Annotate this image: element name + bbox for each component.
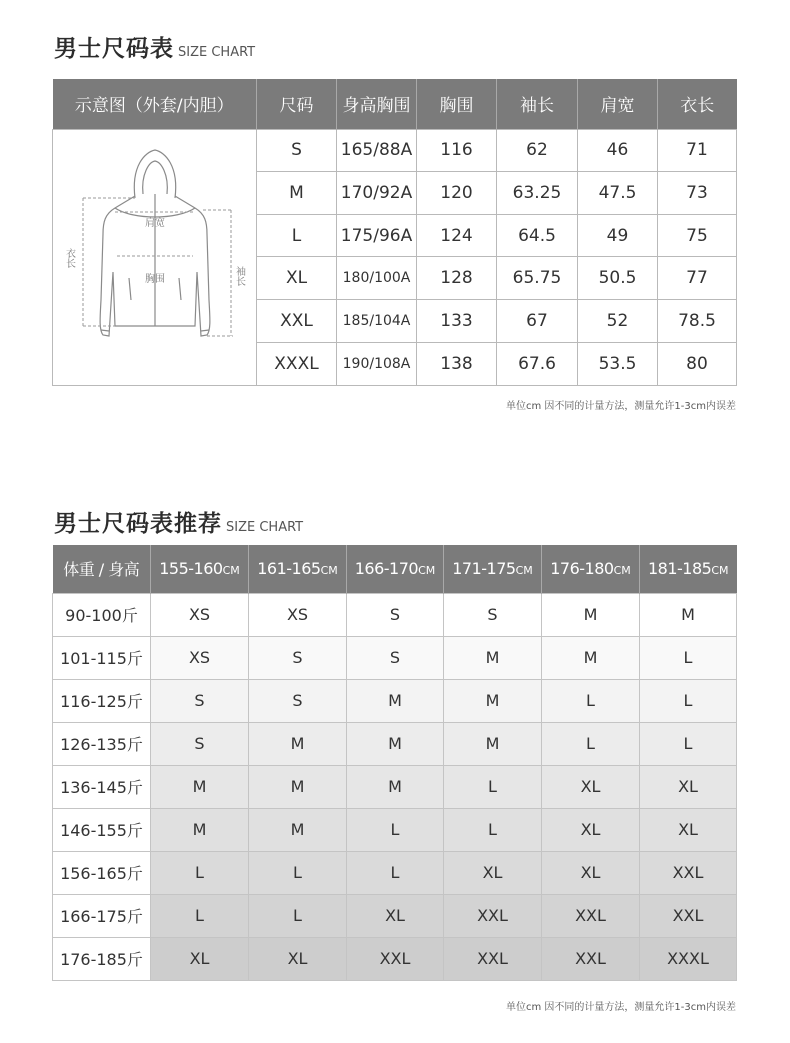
height-unit: CM bbox=[515, 564, 533, 578]
cell-height-chest: 165/88A bbox=[337, 129, 417, 172]
height-unit: CM bbox=[222, 564, 240, 578]
size-cell: S bbox=[347, 636, 444, 679]
header-height-5 bbox=[640, 545, 737, 593]
cell-shoulder: 53.5 bbox=[578, 342, 658, 385]
size-cell: XL bbox=[542, 765, 640, 808]
cell-sleeve: 63.25 bbox=[497, 172, 578, 215]
header-height-4 bbox=[542, 545, 640, 593]
size-cell: L bbox=[249, 851, 347, 894]
cell-sleeve: 65.75 bbox=[497, 257, 578, 300]
weight-cell: 146-155斤 bbox=[53, 808, 151, 851]
cell-length: 78.5 bbox=[658, 300, 737, 343]
size-cell: L bbox=[640, 679, 737, 722]
size-cell: L bbox=[444, 765, 542, 808]
table-row bbox=[53, 679, 737, 722]
table-row bbox=[53, 765, 737, 808]
cell-length: 73 bbox=[658, 172, 737, 215]
size-chart-title-en: SIZE CHART bbox=[178, 45, 256, 60]
cell-height-chest: 180/100A bbox=[337, 257, 417, 300]
size-cell: L bbox=[640, 636, 737, 679]
table-row bbox=[53, 722, 737, 765]
size-cell: M bbox=[347, 765, 444, 808]
cell-shoulder: 50.5 bbox=[578, 257, 658, 300]
height-range: 171-175 bbox=[452, 559, 516, 579]
weight-cell: 176-185斤 bbox=[53, 937, 151, 980]
cell-length: 77 bbox=[658, 257, 737, 300]
size-cell: XL bbox=[347, 894, 444, 937]
size-cell: M bbox=[347, 722, 444, 765]
table-row bbox=[53, 636, 737, 679]
table-row bbox=[53, 937, 737, 980]
cell-chest: 124 bbox=[417, 214, 497, 257]
cell-sleeve: 67.6 bbox=[497, 342, 578, 385]
header-sleeve: 袖长 bbox=[497, 79, 578, 129]
size-cell: XL bbox=[542, 851, 640, 894]
size-cell: S bbox=[347, 593, 444, 636]
height-range: 166-170 bbox=[354, 559, 419, 579]
cell-chest: 120 bbox=[417, 172, 497, 215]
size-cell: XL bbox=[249, 937, 347, 980]
size-cell: XL bbox=[151, 937, 249, 980]
weight-cell: 136-145斤 bbox=[53, 765, 151, 808]
cell-length: 80 bbox=[658, 342, 737, 385]
weight-cell: 116-125斤 bbox=[53, 679, 151, 722]
size-cell: XXL bbox=[640, 894, 737, 937]
size-cell: L bbox=[151, 894, 249, 937]
cell-size: M bbox=[257, 172, 337, 215]
cell-shoulder: 46 bbox=[578, 129, 658, 172]
size-chart-table bbox=[52, 79, 737, 386]
size-cell: M bbox=[444, 722, 542, 765]
size-cell: XXL bbox=[542, 937, 640, 980]
header-shoulder: 肩宽 bbox=[578, 79, 658, 129]
table-row bbox=[53, 129, 737, 172]
diagram-label-length: 衣长 bbox=[63, 247, 75, 268]
size-cell: XL bbox=[640, 808, 737, 851]
size-chart-note: 单位cm 因不同的计量方法，测量允许1-3cm内误差 bbox=[506, 401, 736, 412]
recommendation-title-en: SIZE CHART bbox=[226, 520, 304, 535]
size-chart-header-row bbox=[53, 79, 737, 129]
size-cell: XXL bbox=[640, 851, 737, 894]
jacket-diagram bbox=[53, 130, 257, 380]
table-row bbox=[53, 894, 737, 937]
height-unit: CM bbox=[613, 564, 631, 578]
header-length: 衣长 bbox=[658, 79, 737, 129]
cell-height-chest: 175/96A bbox=[337, 214, 417, 257]
table-row bbox=[53, 851, 737, 894]
size-cell: XL bbox=[444, 851, 542, 894]
size-cell: L bbox=[347, 851, 444, 894]
height-unit: CM bbox=[418, 564, 436, 578]
cell-chest: 138 bbox=[417, 342, 497, 385]
cell-height-chest: 190/108A bbox=[337, 342, 417, 385]
diagram-label-sleeve: 袖长 bbox=[233, 265, 245, 286]
cell-length: 71 bbox=[658, 129, 737, 172]
recommendation-header-row bbox=[53, 545, 737, 593]
weight-cell: 156-165斤 bbox=[53, 851, 151, 894]
cell-height-chest: 185/104A bbox=[337, 300, 417, 343]
size-cell: M bbox=[151, 765, 249, 808]
weight-cell: 90-100斤 bbox=[53, 593, 151, 636]
size-cell: M bbox=[249, 722, 347, 765]
cell-height-chest: 170/92A bbox=[337, 172, 417, 215]
recommendation-title bbox=[54, 505, 303, 538]
size-chart-title-cn: 男士尺码表 bbox=[54, 36, 174, 62]
size-cell: M bbox=[151, 808, 249, 851]
size-cell: XS bbox=[151, 636, 249, 679]
size-cell: XXXL bbox=[640, 937, 737, 980]
height-unit: CM bbox=[711, 564, 729, 578]
size-cell: M bbox=[249, 808, 347, 851]
size-cell: L bbox=[249, 894, 347, 937]
size-cell: L bbox=[347, 808, 444, 851]
size-cell: XL bbox=[542, 808, 640, 851]
size-cell: M bbox=[444, 636, 542, 679]
header-height-3 bbox=[444, 545, 542, 593]
cell-sleeve: 64.5 bbox=[497, 214, 578, 257]
size-cell: XXL bbox=[444, 937, 542, 980]
cell-size: XL bbox=[257, 257, 337, 300]
height-range: 181-185 bbox=[647, 559, 712, 579]
height-range: 155-160 bbox=[159, 559, 223, 579]
table-row bbox=[53, 593, 737, 636]
size-cell: M bbox=[249, 765, 347, 808]
recommendation-note: 单位cm 因不同的计量方法，测量允许1-3cm内误差 bbox=[506, 1002, 736, 1013]
size-cell: S bbox=[444, 593, 542, 636]
cell-shoulder: 47.5 bbox=[578, 172, 658, 215]
header-height-chest: 身高胸围 bbox=[337, 79, 417, 129]
header-diagram: 示意图（外套/内胆） bbox=[53, 79, 257, 129]
recommendation-table bbox=[52, 545, 737, 981]
size-cell: XS bbox=[151, 593, 249, 636]
header-size: 尺码 bbox=[257, 79, 337, 129]
diagram-label-shoulder: 肩宽 bbox=[145, 217, 165, 229]
cell-length: 75 bbox=[658, 214, 737, 257]
size-cell: XXL bbox=[542, 894, 640, 937]
size-cell: L bbox=[542, 722, 640, 765]
weight-cell: 126-135斤 bbox=[53, 722, 151, 765]
size-cell: S bbox=[249, 636, 347, 679]
header-height-1 bbox=[249, 545, 347, 593]
size-cell: L bbox=[444, 808, 542, 851]
header-height-2 bbox=[347, 545, 444, 593]
size-cell: XL bbox=[640, 765, 737, 808]
recommendation-title-cn: 男士尺码表推荐 bbox=[54, 511, 222, 537]
cell-size: XXXL bbox=[257, 342, 337, 385]
size-cell: S bbox=[249, 679, 347, 722]
size-cell: L bbox=[640, 722, 737, 765]
weight-cell: 166-175斤 bbox=[53, 894, 151, 937]
cell-chest: 133 bbox=[417, 300, 497, 343]
cell-sleeve: 67 bbox=[497, 300, 578, 343]
header-height-0 bbox=[151, 545, 249, 593]
recommendation-body bbox=[53, 593, 737, 980]
size-chart-title bbox=[54, 30, 255, 63]
table-row bbox=[53, 808, 737, 851]
cell-shoulder: 49 bbox=[578, 214, 658, 257]
cell-sleeve: 62 bbox=[497, 129, 578, 172]
size-cell: L bbox=[542, 679, 640, 722]
size-cell: XS bbox=[249, 593, 347, 636]
header-chest: 胸围 bbox=[417, 79, 497, 129]
jacket-diagram-cell bbox=[53, 129, 257, 385]
size-cell: XXL bbox=[347, 937, 444, 980]
diagram-label-chest: 胸围 bbox=[145, 273, 165, 285]
size-cell: M bbox=[542, 593, 640, 636]
jacket-outline-icon bbox=[100, 150, 210, 336]
cell-chest: 116 bbox=[417, 129, 497, 172]
cell-size: XXL bbox=[257, 300, 337, 343]
height-unit: CM bbox=[320, 564, 338, 578]
height-range: 161-165 bbox=[257, 559, 321, 579]
size-cell: M bbox=[542, 636, 640, 679]
weight-cell: 101-115斤 bbox=[53, 636, 151, 679]
size-cell: M bbox=[347, 679, 444, 722]
height-range: 176-180 bbox=[550, 559, 614, 579]
size-cell: XXL bbox=[444, 894, 542, 937]
cell-shoulder: 52 bbox=[578, 300, 658, 343]
header-weight-height: 体重 / 身高 bbox=[53, 545, 151, 593]
size-cell: S bbox=[151, 722, 249, 765]
cell-size: S bbox=[257, 129, 337, 172]
size-cell: S bbox=[151, 679, 249, 722]
size-cell: M bbox=[640, 593, 737, 636]
size-cell: L bbox=[151, 851, 249, 894]
cell-chest: 128 bbox=[417, 257, 497, 300]
cell-size: L bbox=[257, 214, 337, 257]
size-cell: M bbox=[444, 679, 542, 722]
